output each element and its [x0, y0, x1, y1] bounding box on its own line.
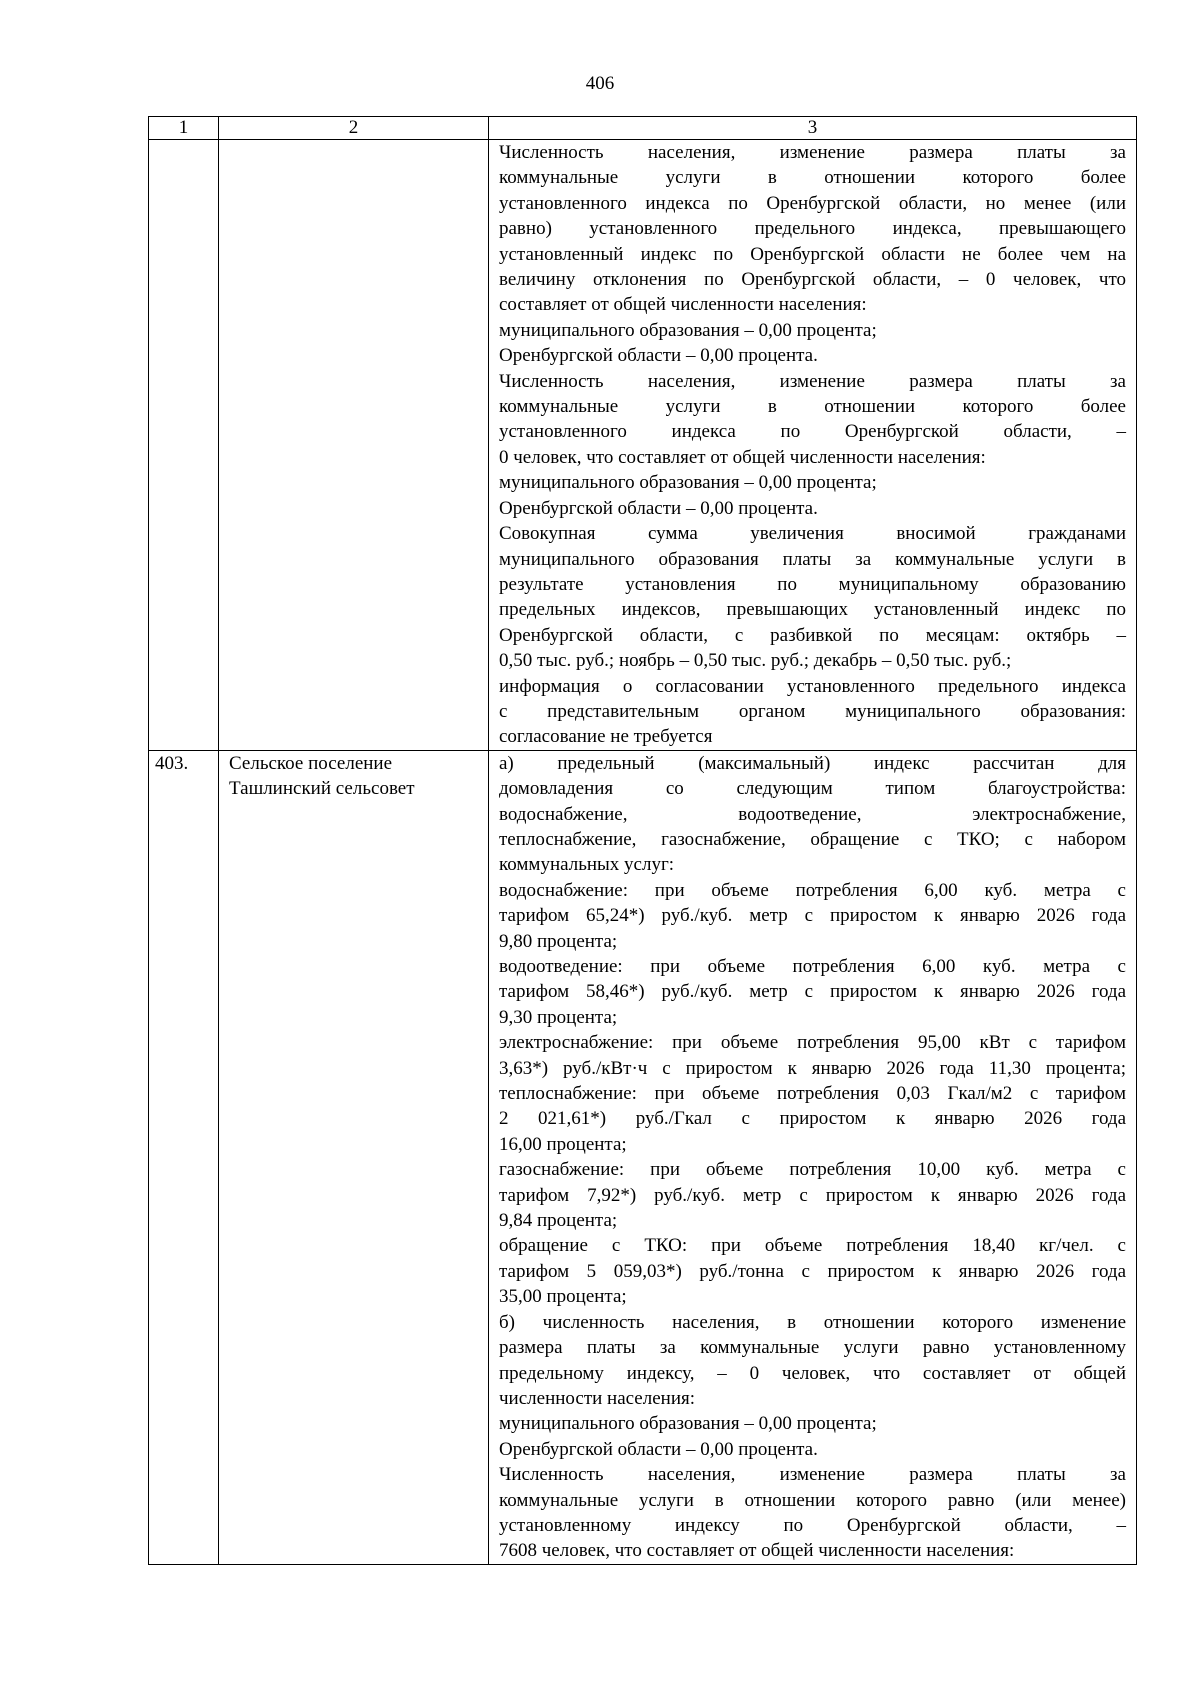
text-line: величину отклонения по Оренбургской области, – 0 человек, что [499, 269, 1126, 291]
text-line: предельных индексов, превышающих установленный индекс по [499, 599, 1126, 621]
text-line: 0,50 тыс. руб.; ноябрь – 0,50 тыс. руб.; декабрь – 0,50 тыс. руб.; [499, 650, 1012, 672]
text-line: коммунальные услуги в отношении которого равно (или менее) [499, 1489, 1126, 1511]
text-line: водоснабжение, водоотведение, электроснабжение, [499, 803, 1126, 825]
text-line: результате установления по муниципальному образованию [499, 573, 1126, 595]
row-name-cell [219, 140, 489, 751]
text-line: 0 человек, что составляет от общей численности населения: [499, 446, 986, 468]
row-number-cell [149, 140, 219, 751]
text-line: Численность населения, изменение размера платы за [499, 370, 1126, 392]
text-line: электроснабжение: при объеме потребления 95,00 кВт с тарифом [499, 1032, 1126, 1054]
text-line: Оренбургской области – 0,00 процента. [499, 497, 818, 519]
settlement-name-line: Сельское поселение [229, 752, 393, 774]
text-line: коммунальные услуги в отношении которого более [499, 396, 1126, 418]
text-line: тарифом 7,92*) руб./куб. метр с приростом к январю 2026 года [499, 1184, 1126, 1206]
table-row-403 [149, 750, 1137, 1564]
header-col-3: 3 [489, 117, 1137, 140]
text-line: установленного индекса по Оренбургской области, но менее (или [499, 192, 1126, 214]
text-line: теплоснабжение, газоснабжение, обращение с ТКО; с набором [499, 828, 1126, 850]
text-line: 9,84 процента; [499, 1210, 618, 1232]
text-line: тарифом 65,24*) руб./куб. метр с приростом к январю 2026 года [499, 905, 1126, 927]
text-line: согласование не требуется [499, 726, 713, 748]
text-line: муниципального образования платы за коммунальные услуги в [499, 548, 1126, 570]
text-line: Оренбургской области, с разбивкой по месяцам: октябрь – [499, 624, 1126, 646]
text-line: 35,00 процента; [499, 1286, 627, 1308]
text-line: водоснабжение: при объеме потребления 6,00 куб. метра с [499, 879, 1126, 901]
header-col-2: 2 [219, 117, 489, 140]
table-row-continuation [149, 140, 1137, 751]
text-line: предельному индексу, – 0 человек, что составляет от общей [499, 1362, 1126, 1384]
text-line: а) предельный (максимальный) индекс рассчитан для [499, 752, 1126, 774]
text-line: Оренбургской области – 0,00 процента. [499, 1438, 818, 1460]
text-line: б) численность населения, в отношении которого изменение [499, 1311, 1126, 1333]
text-line: составляет от общей численности населения: [499, 294, 867, 316]
text-line: муниципального образования – 0,00 процента; [499, 319, 877, 341]
text-line: водоотведение: при объеме потребления 6,00 куб. метра с [499, 956, 1126, 977]
text-line: 7608 человек, что составляет от общей численности населения: [499, 1540, 1015, 1562]
text-line: Совокупная сумма увеличения вносимой гражданами [499, 523, 1126, 545]
text-line: 9,80 процента; [499, 930, 618, 952]
text-line: 16,00 процента; [499, 1133, 627, 1155]
text-line: теплоснабжение: при объеме потребления 0,03 Гкал/м2 с тарифом [499, 1083, 1126, 1105]
text-line: установленного индекса по Оренбургской области, – [499, 421, 1126, 443]
text-line: муниципального образования – 0,00 процента; [499, 1413, 877, 1435]
text-line: Численность населения, изменение размера платы за [499, 1464, 1126, 1486]
text-line: равно) установленного предельного индекса, превышающего [499, 218, 1126, 240]
row-name-cell [219, 750, 489, 1564]
text-line: с представительным органом муниципального образования: [499, 700, 1126, 722]
text-line: коммунальные услуги в отношении которого более [499, 167, 1126, 189]
text-line: Оренбургской области – 0,00 процента. [499, 345, 818, 367]
text-line: муниципального образования – 0,00 процента; [499, 472, 877, 494]
table-header-row [149, 117, 1137, 140]
text-line: установленный индекс по Оренбургской области не более чем на [499, 243, 1126, 265]
text-line: информация о согласовании установленного предельного индекса [499, 675, 1126, 697]
text-line: размера платы за коммунальные услуги равно установленному [499, 1337, 1126, 1359]
row-text-cell [489, 140, 1137, 751]
text-line: 2 021,61*) руб./Гкал с приростом к январю 2026 года [499, 1108, 1126, 1130]
text-line: Численность населения, изменение размера платы за [499, 142, 1126, 163]
row-text-cell [489, 750, 1137, 1564]
text-line: установленному индексу по Оренбургской области, – [499, 1514, 1126, 1536]
text-line: 3,63*) руб./кВт·ч с приростом к январю 2026 года 11,30 процента; [499, 1057, 1126, 1079]
text-line: численности населения: [499, 1387, 696, 1409]
text-line: тарифом 5 059,03*) руб./тонна с приростом к январю 2026 года [499, 1260, 1126, 1282]
data-table [148, 116, 1137, 1565]
text-line: 9,30 процента; [499, 1006, 618, 1028]
text-line: коммунальных услуг: [499, 854, 675, 876]
text-line: газоснабжение: при объеме потребления 10,00 куб. метра с [499, 1159, 1126, 1181]
header-col-1: 1 [149, 117, 219, 140]
settlement-name-line: Ташлинский сельсовет [229, 778, 415, 800]
text-line: домовладения со следующим типом благоустройства: [499, 778, 1126, 800]
text-line: обращение с ТКО: при объеме потребления 18,40 кг/чел. с [499, 1235, 1126, 1257]
row-number-cell: 403. [149, 750, 219, 1564]
page-number: 406 [585, 73, 615, 94]
text-line: тарифом 58,46*) руб./куб. метр с приростом к январю 2026 года [499, 981, 1126, 1003]
